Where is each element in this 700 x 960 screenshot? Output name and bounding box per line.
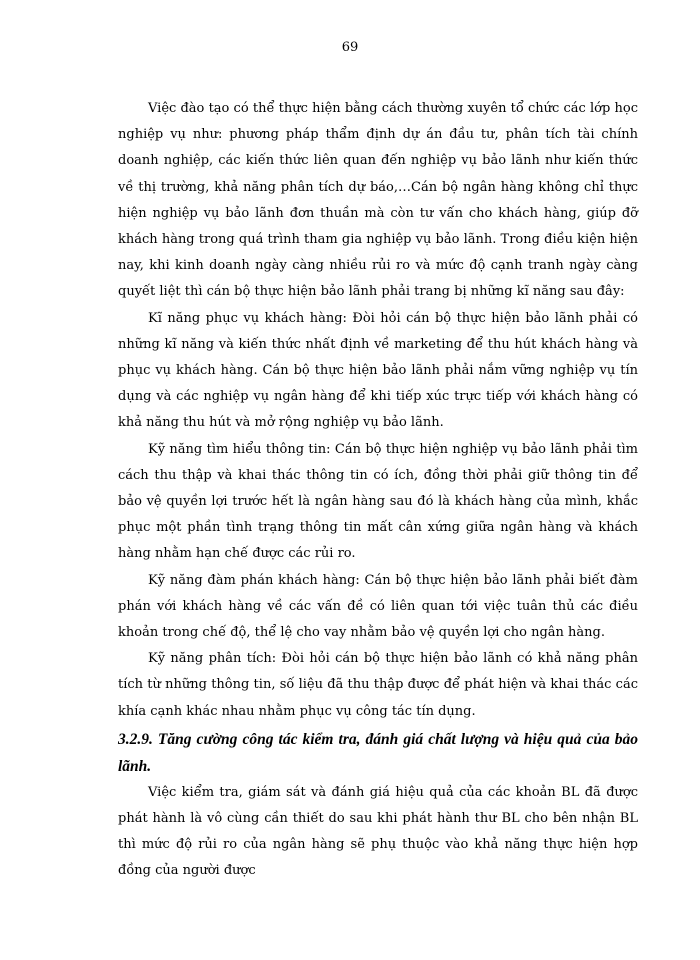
paragraph-analysis-skill: Kỹ năng phân tích: Đòi hỏi cán bộ thực hiện bảo lãnh có khả năng phân tích từ những thông tin, số liệu đã thu thập được để phát hiện và khai thác các khía cạnh khác nhau nhằm phục vụ công tác tín dụng. <box>118 651 638 719</box>
paragraph-inspection: Việc kiểm tra, giám sát và đánh giá hiệu quả của các khoản BL đã được phát hành là vô cùng cần thiết do sau khi phát hành thư BL cho bên nhận BL thì mức độ rủi ro của ngân hàng sẽ phụ thuộc vào khả năng thực hiện hợp đồng của người được <box>118 784 638 879</box>
paragraph-negotiation-skill: Kỹ năng đàm phán khách hàng: Cán bộ thực hiện bảo lãnh phải biết đàm phán với khách hàng về các vấn đề có liên quan tới việc tuân thủ các điều khoản trong chế độ, thể lệ cho vay nhằm bảo vệ quyền lợi cho ngân hàng. <box>118 572 638 641</box>
paragraph-information-skill: Kỹ năng tìm hiểu thông tin: Cán bộ thực hiện nghiệp vụ bảo lãnh phải tìm cách thu thập và khai thác thông tin có ích, đồng thời phải giữ thông tin để bảo vệ quyền lợi trước hết là ngân hàng sau đó là khách hàng của mình, khắc phục một phần tình trạng thông tin mất cân xứng giữa ngân hàng và khách hàng nhằm hạn chế được các rủi ro. <box>118 441 638 562</box>
section-heading: 3.2.9. Tăng cường công tác kiểm tra, đánh giá chất lượng và hiệu quả của bảo lãnh. <box>118 730 638 775</box>
page-number: 69 <box>341 40 359 55</box>
paragraph-customer-service-skill: Kĩ năng phục vụ khách hàng: Đòi hỏi cán bộ thực hiện bảo lãnh phải có những kĩ năng và kiến thức nhất định về marketing để thu hút khách hàng và phục vụ khách hàng. Cán bộ thực hiện bảo lãnh phải nắm vững nghiệp vụ tín dụng và các nghiệp vụ ngân hàng để khi tiếp xúc trực tiếp với khách hàng có khả năng thu hút và mở rộng nghiệp vụ bảo lãnh. <box>118 310 638 431</box>
paragraph-training: Việc đào tạo có thể thực hiện bằng cách thường xuyên tổ chức các lớp học nghiệp vụ như: phương pháp thẩm định dự án đầu tư, phân tích tài chính doanh nghiệp, các kiến thức liên quan đến nghiệp vụ bảo lãnh như kiến thức về thị trường, khả năng phân tích dự báo,…Cán bộ ngân hàng không chỉ thực hiện nghiệp vụ bảo lãnh đơn thuần mà còn tư vấn cho khách hàng, giúp đỡ khách hàng trong quá trình tham gia nghiệp vụ bảo lãnh. Trong điều kiện hiện nay, khi kinh doanh ngày càng nhiều rủi ro và mức độ cạnh tranh ngày càng quyết liệt thì cán bộ thực hiện bảo lãnh phải trang bị những kĩ năng sau đây: <box>118 101 638 300</box>
page-body <box>118 96 638 885</box>
